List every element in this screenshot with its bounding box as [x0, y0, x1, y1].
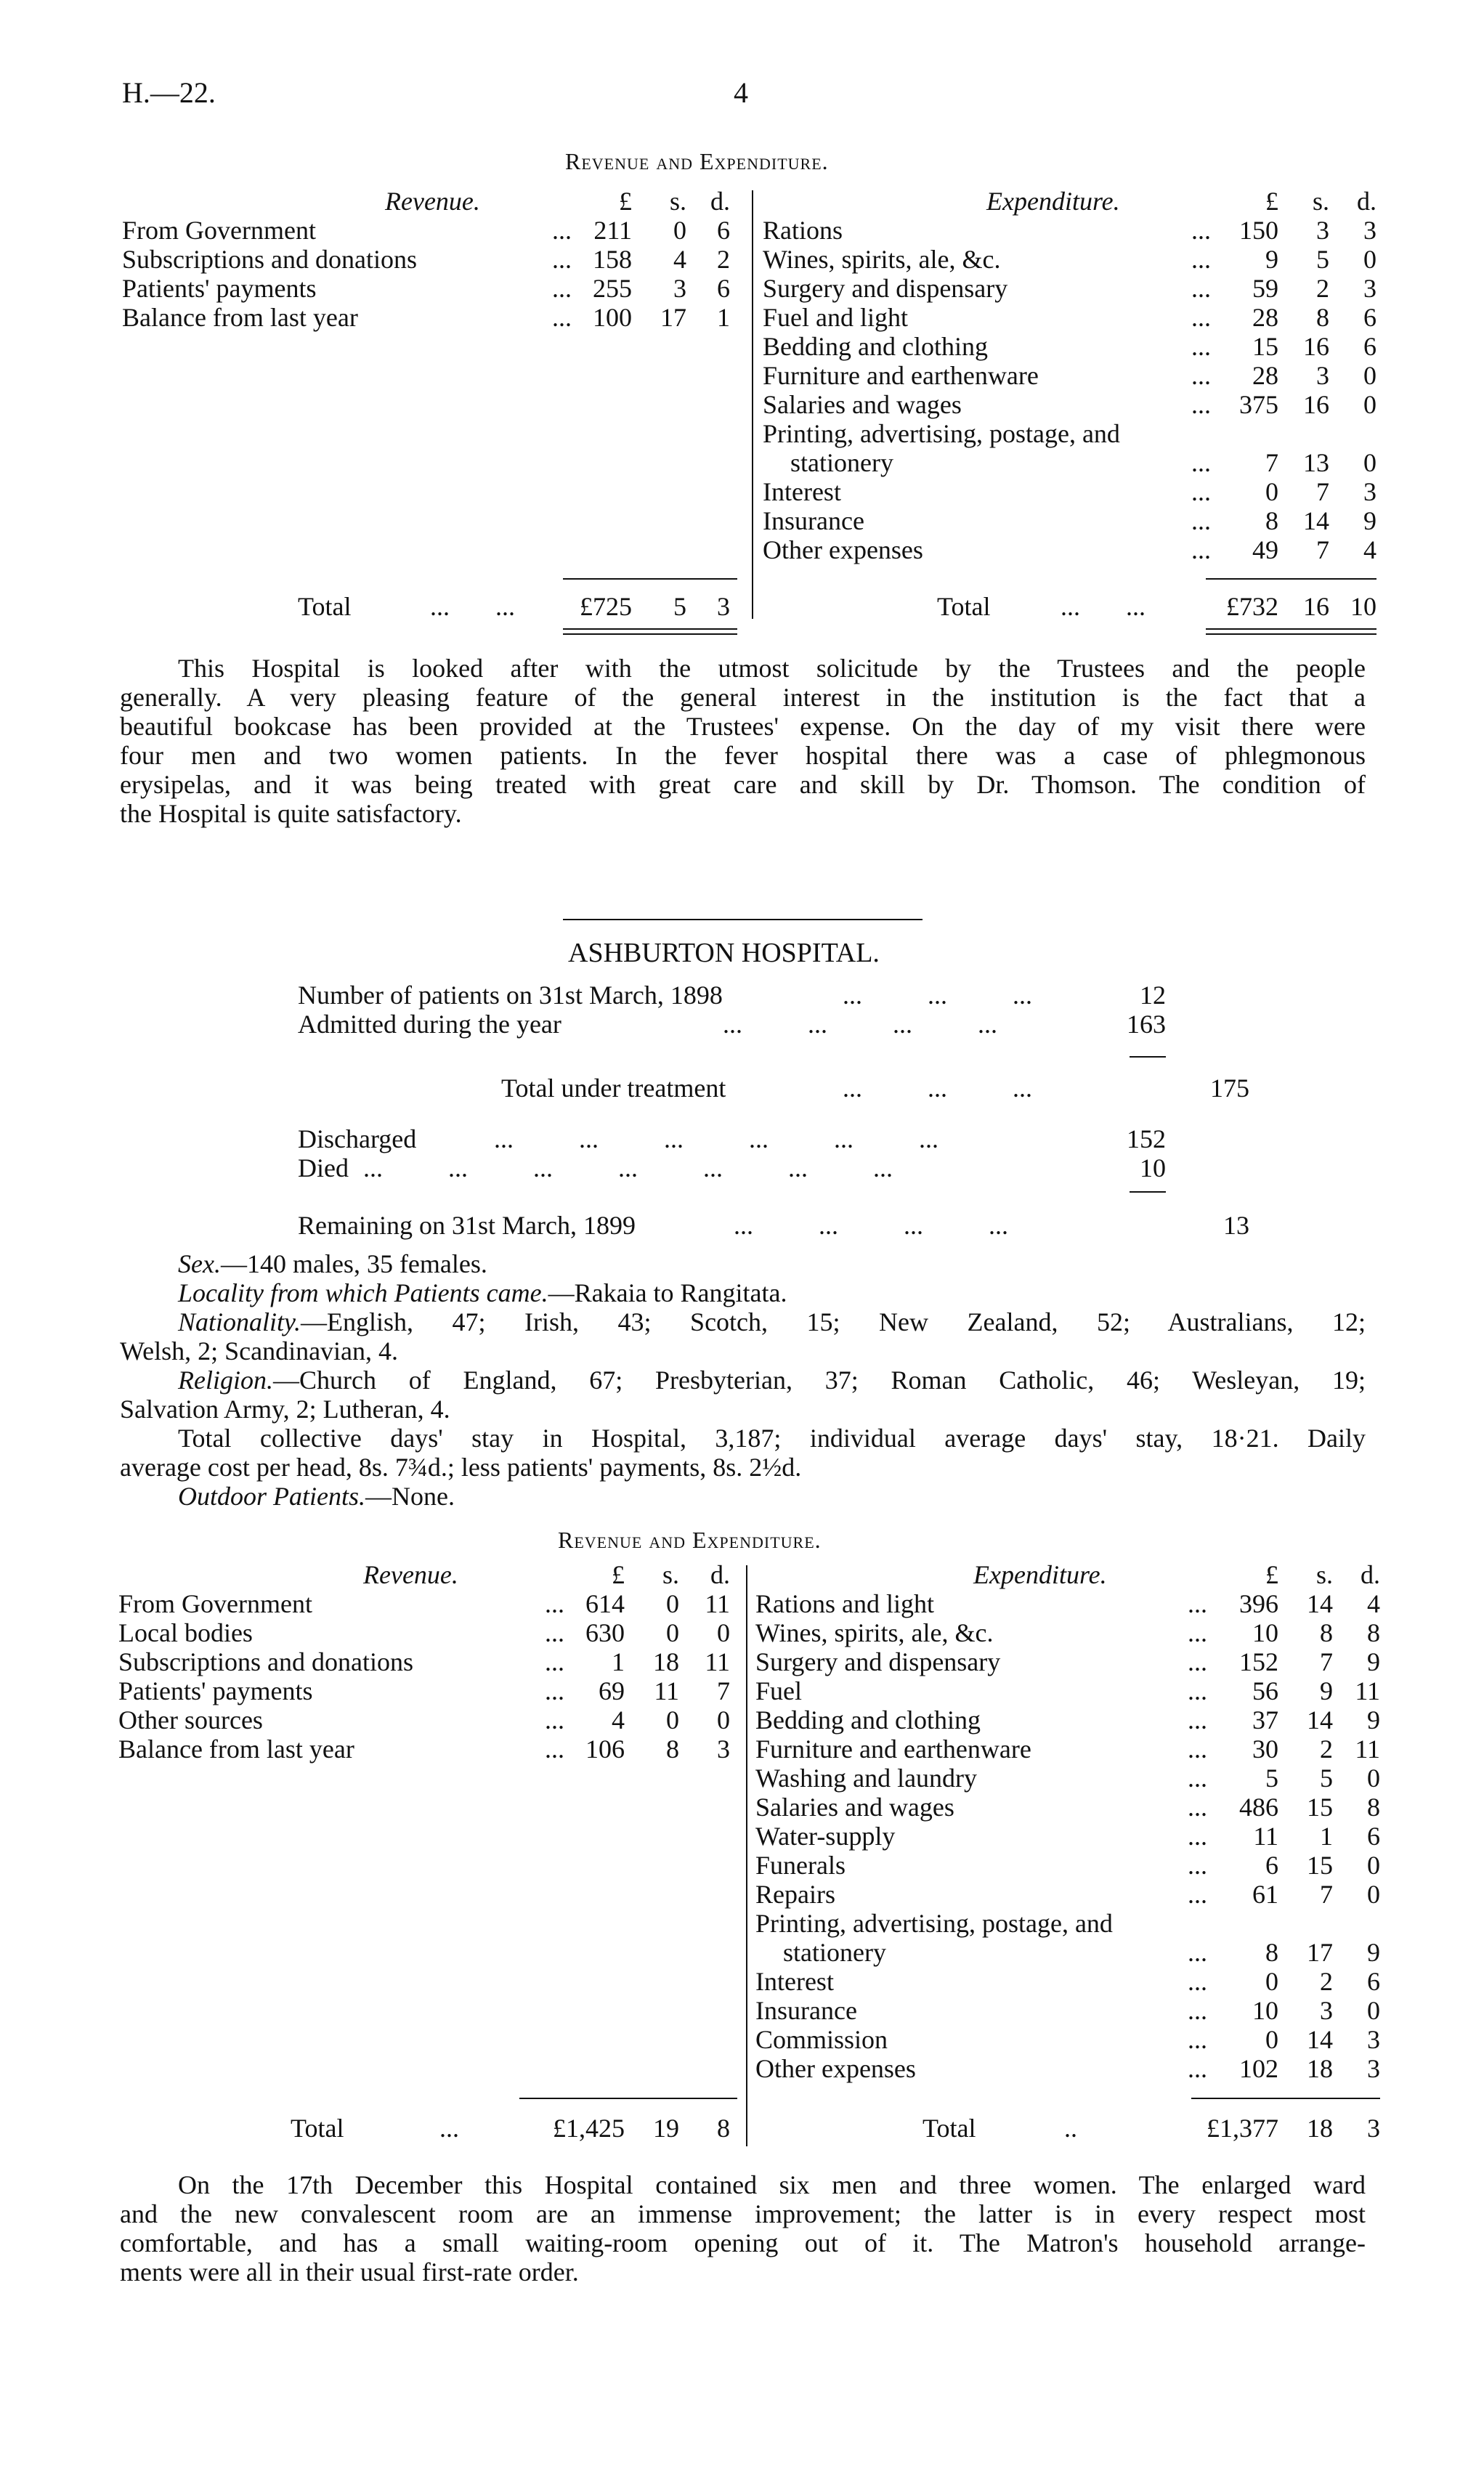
t1-revenue-row-pounds: 100 — [593, 303, 632, 332]
t2-expenditure-total-pence: 3 — [1367, 2114, 1380, 2143]
t1-expenditure-row-leader: ... — [1191, 361, 1211, 390]
table1-expenditure-heading: Expenditure. — [986, 187, 1120, 216]
t2-expenditure-row-pence: 6 — [1367, 1822, 1380, 1851]
t2-expenditure-row-label: Insurance — [755, 1996, 857, 2025]
t2-revenue-row-pounds: 106 — [585, 1734, 625, 1764]
t1-expenditure-row-leader: ... — [1191, 477, 1211, 506]
table1-column-divider — [752, 190, 753, 619]
t1-expenditure-row-pounds: 59 — [1252, 274, 1278, 303]
detail-sex-label: Sex. — [178, 1249, 221, 1278]
stat-rule-1 — [1130, 1056, 1166, 1058]
t1-expenditure-row-pounds: 49 — [1252, 535, 1278, 564]
t2-expenditure-row-shillings: 5 — [1320, 1764, 1333, 1793]
t2-expenditure-row-leader: ... — [1188, 1647, 1207, 1676]
t1-expenditure-row-pence: 3 — [1363, 216, 1376, 245]
t2-expenditure-row-label: stationery — [783, 1938, 886, 1967]
t1-expenditure-row-leader: ... — [1191, 535, 1211, 564]
t1-expenditure-row-leader: ... — [1191, 245, 1211, 274]
t2-expenditure-row-label: Surgery and dispensary — [755, 1647, 1001, 1676]
t2-revenue-row-shillings: 0 — [666, 1618, 679, 1647]
t2-revenue-row-pence: 0 — [717, 1705, 730, 1734]
t1-expenditure-row-shillings: 3 — [1316, 361, 1329, 390]
detail-locality — [178, 1278, 787, 1307]
t1-expenditure-row-shillings: 7 — [1316, 535, 1329, 564]
t2-revenue-row-label: Other sources — [118, 1705, 263, 1734]
t2-expenditure-row-pounds: 10 — [1252, 1996, 1278, 2025]
table2-expenditure-heading: Expenditure. — [973, 1560, 1107, 1589]
t1-revenue-row-pounds: 211 — [593, 216, 632, 245]
detail-religion-text: —Church of England, 67; Presbyterian, 37; Roman Catholic, 46; Wesleyan, 19; — [272, 1366, 1366, 1395]
t2-expenditure-row-pounds: 56 — [1252, 1676, 1278, 1705]
t2-revenue-row-leader: ... — [545, 1618, 564, 1647]
t2-expenditure-row-pence: 6 — [1367, 1967, 1380, 1996]
t1-expenditure-row-pence: 0 — [1363, 361, 1376, 390]
stat-died-label: Died — [298, 1153, 349, 1182]
t2-expenditure-row-pence: 0 — [1367, 1996, 1380, 2025]
t2-exp-subtotal-rule — [1191, 2098, 1380, 2099]
t2-expenditure-row-pence: 0 — [1367, 1851, 1380, 1880]
t1-expenditure-row-label: Other expenses — [763, 535, 923, 564]
t2-expenditure-row-shillings: 17 — [1307, 1938, 1333, 1967]
t2-expenditure-row-label: Wines, spirits, ale, &c. — [755, 1618, 994, 1647]
t2-expenditure-row-pounds: 5 — [1265, 1764, 1278, 1793]
t1-expenditure-row-shillings: 16 — [1303, 332, 1329, 361]
t1-expenditure-row-leader: ... — [1191, 216, 1211, 245]
paragraph1-line: four men and two women patients. In the fever hospital there was a case of phlegmonous — [120, 741, 1366, 770]
t2-expenditure-row-pence: 9 — [1367, 1705, 1380, 1734]
t2-revenue-row-leader: ... — [545, 1676, 564, 1705]
t2-rev-pound-head: £ — [612, 1560, 625, 1589]
t2-expenditure-row-label: Washing and laundry — [755, 1764, 978, 1793]
t1-expenditure-row-pounds: 9 — [1265, 245, 1278, 274]
t1-revenue-row-shillings: 3 — [673, 274, 686, 303]
table2-revenue-heading: Revenue. — [363, 1560, 458, 1589]
t2-expenditure-row-leader: ... — [1188, 1676, 1207, 1705]
t2-expenditure-row-label: Rations and light — [755, 1589, 934, 1618]
t2-expenditure-row-pence: 0 — [1367, 1880, 1380, 1909]
t1-exp-pound-head: £ — [1265, 187, 1278, 216]
t2-revenue-row-pounds: 69 — [599, 1676, 625, 1705]
t2-expenditure-row-shillings: 1 — [1320, 1822, 1333, 1851]
t2-expenditure-row-label: Bedding and clothing — [755, 1705, 981, 1734]
detail-locality-label: Locality from which Patients came. — [178, 1278, 548, 1307]
t2-expenditure-total-pounds: £1,377 — [1207, 2114, 1278, 2143]
t2-revenue-row-pence: 0 — [717, 1618, 730, 1647]
t1-exp-total-rule-1 — [1206, 628, 1376, 630]
t2-expenditure-row-leader: ... — [1188, 1764, 1207, 1793]
paragraph2-line: ments were all in their usual first-rate order. — [120, 2257, 579, 2287]
table1-revenue-heading: Revenue. — [385, 187, 480, 216]
t1-expenditure-row-leader: ... — [1191, 506, 1211, 535]
t1-expenditure-row-label: Rations — [763, 216, 843, 245]
t1-revenue-row-shillings: 0 — [673, 216, 686, 245]
t1-expenditure-row-pence: 6 — [1363, 332, 1376, 361]
t2-revenue-row-pounds: 614 — [585, 1589, 625, 1618]
document-page: H.—22. 4 Revenue and Expenditure. Revenue. Expenditure. £ s. d. £ s. d. From Government ... 211 0 6 Subscriptions and donations ... 158 4 2 Patients' payments ... 255 3 6 Balance from last year ... 100 17 1 Rations ... 150 3 3 Wines, spirits, ale, &c. ... 9 5 0 Surgery and dispensary ... 59 2 3 Fuel and light ... 28 8 6 Bedding and clothing ... 15 16 6 Furniture and earthenware ... 28 3 0 Salaries and wages ... 375 16 0 Printing, advertising, postage, and stationery ... 7 13 0 Interest ... 0 7 3 Insurance ... 8 14 9 Other expenses ... 49 7 4 Total ... ... £725 5 3 Total ... ... £732 16 10 This Hospital is looked after with the utmost solicitude by the Trustees and the people generally. A very pleasing feature of the general interest in the institution is the fact that a beautiful bookcase has been provided at the Trustees' expense. On the day of my visit there were four men and two women patients. In the fever hospital there was a case of phlegmonous erysipelas, and it was being treated with great care and skill by Dr. Thomson. The condition of the Hospital is quite satisfactory. ASHBURTON HOSPITAL. Number of patients on 31st March, 1898 ... ... ... 12 Admitted during the year ... ... ... ... 163 Total under treatment ... ... ... 175 Discharged ... ... ... ... ... ... 152 Died ... ... ... ... ... ... ... 10 Remaining on 31st March, 1899 ... ... ... ... 13 Sex.—140 males, 35 females. Locality from which Patients came.—Rakaia to Rangitata. Nationality.—English, 47; Irish, 43; Scotch, 15; New Zealand, 52; Australians, 12; Welsh, 2; Scandinavian, 4. Religion.—Church of England, 67; Presbyterian, 37; Roman Catholic, 46; Wesleyan, 19; Salvation Army, 2; Lutheran, 4. Total collective days' stay in Hospital, 3,187; individual average days' stay, 18·21. Daily average cost per head, 8s. 7¾d.; less patients' payments, 8s. 2½d. Outdoor Patients.—None. Revenue and Expenditure. Revenue. Expenditure. £ s. d. £ s. d. From Government ... 614 0 11 Local bodies ... 630 0 0 Subscriptions and donations ... 1 18 11 Patients' payments ... 69 11 7 Other sources ... 4 0 0 Balance from last year ... 106 8 3 Rations and light ... 396 14 4 Wines, spirits, ale, &c. ... 10 8 8 Surgery and dispensary ... 152 7 9 Fuel ... 56 9 11 Bedding and clothing ... 37 14 9 Furniture and earthenware ... 30 2 11 Washing and laundry ... 5 5 0 Salaries and wages ... 486 15 8 Water-supply ... 11 1 6 Funerals ... 6 15 0 Repairs ... 61 7 0 Printing, advertising, postage, and stationery ... 8 17 9 Interest ... 0 2 6 Insurance ... 10 3 0 Commission ... 0 14 3 Other expenses ... 102 18 3 Total ... £1,425 19 8 Total .. £1,377 18 3 On the 17th December this Hospital contained six men and three women. The enlarged ward and the new convalescent room are an immense improvement; the latter is in every respect most comfortable, and has a small waiting-room opening out of it. The Matron's household arrange- ments were all in their usual first-rate order. — [118, 76, 1380, 2287]
t1-expenditure-row-pence: 6 — [1363, 303, 1376, 332]
t2-expenditure-row-shillings: 3 — [1320, 1996, 1333, 2025]
t1-rev-total-rule-2 — [563, 633, 737, 635]
stat-total-label: Total under treatment — [501, 1074, 726, 1103]
t2-expenditure-row-pence: 4 — [1367, 1589, 1380, 1618]
t2-expenditure-row-shillings: 7 — [1320, 1647, 1333, 1676]
t1-expenditure-row-pence: 9 — [1363, 506, 1376, 535]
t1-rev-total-rule-1 — [563, 628, 737, 630]
t2-expenditure-row-pounds: 486 — [1239, 1793, 1278, 1822]
t2-exp-shilling-head: s. — [1315, 1560, 1333, 1589]
t2-expenditure-row-leader: ... — [1188, 1996, 1207, 2025]
t2-revenue-row-label: Balance from last year — [118, 1734, 354, 1764]
t2-expenditure-row-shillings: 14 — [1307, 2025, 1333, 2054]
t2-expenditure-row-shillings: 15 — [1307, 1851, 1333, 1880]
detail-sex — [178, 1249, 487, 1278]
t1-revenue-row-pence: 6 — [717, 274, 730, 303]
t2-revenue-row-pence: 3 — [717, 1734, 730, 1764]
t2-rev-shilling-head: s. — [662, 1560, 679, 1589]
t1-expenditure-row-pence: 0 — [1363, 245, 1376, 274]
t1-expenditure-row-label: Surgery and dispensary — [763, 274, 1008, 303]
paragraph1-line: beautiful bookcase has been provided at the Trustees' expense. On the day of my visit there were — [120, 712, 1366, 741]
t2-expenditure-row-leader: ... — [1188, 1734, 1207, 1764]
t1-expenditure-row-pence: 3 — [1363, 274, 1376, 303]
paragraph1-line: This Hospital is looked after with the utmost solicitude by the Trustees and the people — [178, 654, 1366, 683]
paragraph1-line: generally. A very pleasing feature of the general interest in the institution is the fact that a — [120, 683, 1366, 712]
t1-expenditure-row-label: Fuel and light — [763, 303, 908, 332]
detail-outdoor-text: —None. — [365, 1482, 455, 1511]
t2-expenditure-total-label: Total — [923, 2114, 976, 2143]
t1-expenditure-row-shillings: 16 — [1303, 390, 1329, 419]
stat-discharged-label: Discharged — [298, 1124, 417, 1153]
t2-revenue-row-pounds: 4 — [612, 1705, 625, 1734]
t2-expenditure-row-label: Printing, advertising, postage, and — [755, 1909, 1113, 1938]
t1-revenue-row-shillings: 4 — [673, 245, 686, 274]
t1-expenditure-row-leader: ... — [1191, 332, 1211, 361]
t1-revenue-row-label: Subscriptions and donations — [122, 245, 417, 274]
t1-expenditure-row-pounds: 150 — [1239, 216, 1278, 245]
t1-expenditure-row-shillings: 13 — [1303, 448, 1329, 477]
t2-expenditure-row-pounds: 0 — [1265, 2025, 1278, 2054]
t1-revenue-row-pence: 6 — [717, 216, 730, 245]
detail-outdoor — [178, 1482, 455, 1511]
stat-patients-label: Number of patients on 31st March, 1898 — [298, 981, 723, 1010]
hospital-remarks-paragraph-2 — [120, 2170, 1366, 2287]
t2-revenue-total-shillings: 19 — [653, 2114, 679, 2143]
t1-revenue-total-label: Total — [298, 592, 352, 621]
t2-expenditure-row-shillings: 8 — [1320, 1618, 1333, 1647]
t1-revenue-row-leader: ... — [552, 274, 572, 303]
t2-revenue-row-shillings: 0 — [666, 1705, 679, 1734]
t1-expenditure-row-label: Insurance — [763, 506, 864, 535]
t1-revenue-total-pounds: £725 — [580, 592, 632, 621]
stat-total-value: 175 — [1210, 1074, 1249, 1103]
t2-rev-pence-head: d. — [710, 1560, 730, 1589]
paragraph1-line: erysipelas, and it was being treated with great care and skill by Dr. Thomson. The condition of — [120, 770, 1366, 799]
document-reference: H.—22. — [122, 76, 216, 109]
detail-nationality-cont: Welsh, 2; Scandinavian, 4. — [120, 1336, 399, 1366]
t1-expenditure-row-pence: 3 — [1363, 477, 1376, 506]
t2-revenue-row-shillings: 0 — [666, 1589, 679, 1618]
detail-religion — [178, 1366, 1366, 1395]
detail-outdoor-label: Outdoor Patients. — [178, 1482, 365, 1511]
t2-revenue-row-pounds: 630 — [585, 1618, 625, 1647]
section-separator — [563, 919, 923, 920]
stat-remaining-label: Remaining on 31st March, 1899 — [298, 1211, 636, 1240]
t2-revenue-row-pence: 11 — [705, 1589, 730, 1618]
t1-rev-subtotal-rule — [563, 578, 737, 580]
t2-expenditure-row-shillings: 2 — [1320, 1967, 1333, 1996]
t1-expenditure-total-shillings: 16 — [1303, 592, 1329, 621]
detail-stay: Total collective days' stay in Hospital, 3,187; individual average days' stay, 18·21. Daily — [178, 1424, 1366, 1453]
t2-expenditure-row-pounds: 396 — [1239, 1589, 1278, 1618]
t2-revenue-row-label: Local bodies — [118, 1618, 253, 1647]
t1-exp-subtotal-rule — [1206, 578, 1376, 580]
t2-expenditure-row-label: Funerals — [755, 1851, 846, 1880]
t2-expenditure-row-leader: ... — [1188, 1618, 1207, 1647]
t2-revenue-row-leader: ... — [545, 1647, 564, 1676]
t2-revenue-row-leader: ... — [545, 1589, 564, 1618]
t2-expenditure-row-shillings: 2 — [1320, 1734, 1333, 1764]
t2-expenditure-row-leader: ... — [1188, 1793, 1207, 1822]
t2-expenditure-row-pence: 11 — [1355, 1676, 1380, 1705]
t1-revenue-row-shillings: 17 — [660, 303, 686, 332]
t1-expenditure-row-shillings: 2 — [1316, 274, 1329, 303]
t1-expenditure-row-leader: ... — [1191, 448, 1211, 477]
t1-expenditure-row-pounds: 8 — [1265, 506, 1278, 535]
t2-expenditure-row-pounds: 11 — [1253, 1822, 1278, 1851]
t1-expenditure-row-leader: ... — [1191, 274, 1211, 303]
t2-expenditure-row-shillings: 14 — [1307, 1705, 1333, 1734]
t1-expenditure-row-label: Salaries and wages — [763, 390, 962, 419]
t2-revenue-row-label: Patients' payments — [118, 1676, 313, 1705]
detail-stay-cont: average cost per head, 8s. 7¾d.; less patients' payments, 8s. 2½d. — [120, 1453, 802, 1482]
t1-revenue-row-pounds: 255 — [593, 274, 632, 303]
t1-expenditure-row-pence: 4 — [1363, 535, 1376, 564]
t1-expenditure-row-shillings: 5 — [1316, 245, 1329, 274]
t2-expenditure-row-leader: ... — [1188, 1851, 1207, 1880]
t1-expenditure-row-leader: ... — [1191, 390, 1211, 419]
t2-rev-subtotal-rule — [519, 2098, 737, 2099]
table2-title: Revenue and Expenditure. — [558, 1527, 822, 1553]
detail-sex-text: —140 males, 35 females. — [220, 1249, 487, 1278]
t2-expenditure-row-label: Salaries and wages — [755, 1793, 954, 1822]
t1-expenditure-row-label: Wines, spirits, ale, &c. — [763, 245, 1001, 274]
t2-revenue-row-label: From Government — [118, 1589, 312, 1618]
stat-admitted-label: Admitted during the year — [298, 1010, 561, 1039]
t1-revenue-total-shillings: 5 — [673, 592, 686, 621]
t1-expenditure-row-leader: ... — [1191, 303, 1211, 332]
detail-nationality-label: Nationality. — [178, 1307, 301, 1336]
t2-expenditure-row-pounds: 8 — [1265, 1938, 1278, 1967]
t1-revenue-row-pounds: 158 — [593, 245, 632, 274]
t2-revenue-row-shillings: 8 — [666, 1734, 679, 1764]
t2-revenue-total-pounds: £1,425 — [553, 2114, 625, 2143]
t2-expenditure-row-pounds: 102 — [1239, 2054, 1278, 2083]
t2-expenditure-row-leader: ... — [1188, 1589, 1207, 1618]
table2-column-divider — [746, 1565, 747, 2146]
t1-revenue-row-leader: ... — [552, 303, 572, 332]
stat-remaining-value: 13 — [1223, 1211, 1249, 1240]
t2-revenue-row-leader: ... — [545, 1705, 564, 1734]
t1-rev-pence-head: d. — [710, 187, 730, 216]
t2-expenditure-row-label: Interest — [755, 1967, 834, 1996]
t2-expenditure-row-shillings: 7 — [1320, 1880, 1333, 1909]
t2-expenditure-row-leader: ... — [1188, 2025, 1207, 2054]
paragraph2-line: comfortable, and has a small waiting-room opening out of it. The Matron's household arrange- — [120, 2228, 1366, 2257]
t1-revenue-row-label: Patients' payments — [122, 274, 317, 303]
t1-revenue-row-pence: 2 — [717, 245, 730, 274]
t2-expenditure-row-pence: 8 — [1367, 1618, 1380, 1647]
t1-expenditure-row-pounds: 375 — [1239, 390, 1278, 419]
detail-nationality — [178, 1307, 1366, 1336]
t2-expenditure-row-shillings: 15 — [1307, 1793, 1333, 1822]
detail-religion-label: Religion. — [178, 1366, 273, 1395]
t2-revenue-row-pence: 7 — [717, 1676, 730, 1705]
stat-patients-value: 12 — [1140, 981, 1166, 1010]
t1-expenditure-row-label: Printing, advertising, postage, and — [763, 419, 1120, 448]
t2-expenditure-row-label: Furniture and earthenware — [755, 1734, 1031, 1764]
t1-revenue-row-leader: ... — [552, 216, 572, 245]
t2-revenue-row-pence: 11 — [705, 1647, 730, 1676]
t2-expenditure-row-shillings: 9 — [1320, 1676, 1333, 1705]
t1-expenditure-row-pence: 0 — [1363, 390, 1376, 419]
t1-expenditure-total-label: Total — [937, 592, 991, 621]
t2-revenue-row-leader: ... — [545, 1734, 564, 1764]
t2-expenditure-row-shillings: 14 — [1307, 1589, 1333, 1618]
t2-exp-pound-head: £ — [1265, 1560, 1278, 1589]
t1-expenditure-row-shillings: 3 — [1316, 216, 1329, 245]
t1-expenditure-row-label: Bedding and clothing — [763, 332, 988, 361]
stat-rule-2 — [1130, 1191, 1166, 1193]
t1-expenditure-total-pounds: £732 — [1226, 592, 1278, 621]
detail-nationality-text: —English, 47; Irish, 43; Scotch, 15; New Zealand, 52; Australians, 12; — [301, 1307, 1366, 1336]
stat-discharged-value: 152 — [1127, 1124, 1166, 1153]
t1-exp-pence-head: d. — [1357, 187, 1376, 216]
t1-revenue-total-pence: 3 — [717, 592, 730, 621]
t1-expenditure-row-pounds: 7 — [1265, 448, 1278, 477]
t1-revenue-row-pence: 1 — [717, 303, 730, 332]
t1-rev-shilling-head: s. — [669, 187, 686, 216]
t2-expenditure-row-leader: ... — [1188, 1967, 1207, 1996]
t1-rev-pound-head: £ — [619, 187, 632, 216]
t2-expenditure-total-shillings: 18 — [1307, 2114, 1333, 2143]
t2-expenditure-row-label: Commission — [755, 2025, 888, 2054]
t2-expenditure-row-pounds: 61 — [1252, 1880, 1278, 1909]
t2-expenditure-row-pence: 9 — [1367, 1647, 1380, 1676]
t2-expenditure-row-pence: 11 — [1355, 1734, 1380, 1764]
t2-revenue-row-shillings: 18 — [653, 1647, 679, 1676]
t2-expenditure-row-pounds: 37 — [1252, 1705, 1278, 1734]
t2-revenue-row-label: Subscriptions and donations — [118, 1647, 413, 1676]
t2-expenditure-row-pence: 3 — [1367, 2025, 1380, 2054]
t2-expenditure-row-pence: 9 — [1367, 1938, 1380, 1967]
t1-revenue-row-label: Balance from last year — [122, 303, 358, 332]
detail-religion-cont: Salvation Army, 2; Lutheran, 4. — [120, 1395, 450, 1424]
t2-expenditure-row-pence: 3 — [1367, 2054, 1380, 2083]
t2-revenue-total-pence: 8 — [717, 2114, 730, 2143]
t2-exp-pence-head: d. — [1361, 1560, 1380, 1589]
t1-expenditure-row-pounds: 15 — [1252, 332, 1278, 361]
t2-expenditure-row-pounds: 6 — [1265, 1851, 1278, 1880]
t2-expenditure-row-pounds: 0 — [1265, 1967, 1278, 1996]
t2-revenue-row-pounds: 1 — [612, 1647, 625, 1676]
t1-expenditure-row-label: Furniture and earthenware — [763, 361, 1039, 390]
t1-expenditure-row-pence: 0 — [1363, 448, 1376, 477]
t2-expenditure-row-pounds: 152 — [1239, 1647, 1278, 1676]
t2-expenditure-row-label: Other expenses — [755, 2054, 916, 2083]
t2-expenditure-row-pounds: 10 — [1252, 1618, 1278, 1647]
hospital-remarks-paragraph-1 — [120, 654, 1366, 828]
t1-expenditure-row-shillings: 14 — [1303, 506, 1329, 535]
table1-title: Revenue and Expenditure. — [565, 148, 829, 174]
t2-expenditure-row-label: Water-supply — [755, 1822, 896, 1851]
t2-expenditure-row-label: Fuel — [755, 1676, 803, 1705]
t2-expenditure-row-pounds: 30 — [1252, 1734, 1278, 1764]
t2-expenditure-row-pence: 8 — [1367, 1793, 1380, 1822]
t2-revenue-row-shillings: 11 — [654, 1676, 679, 1705]
paragraph2-line: and the new convalescent room are an immense improvement; the latter is in every respect most — [120, 2199, 1366, 2228]
t1-expenditure-row-pounds: 28 — [1252, 361, 1278, 390]
t1-expenditure-row-pounds: 28 — [1252, 303, 1278, 332]
page-number: 4 — [734, 76, 748, 109]
t1-expenditure-row-label: Interest — [763, 477, 841, 506]
paragraph2-line: On the 17th December this Hospital contained six men and three women. The enlarged ward — [178, 2170, 1366, 2199]
t2-revenue-total-label: Total — [291, 2114, 344, 2143]
t1-revenue-row-leader: ... — [552, 245, 572, 274]
t1-expenditure-row-shillings: 8 — [1316, 303, 1329, 332]
paragraph1-line: the Hospital is quite satisfactory. — [120, 799, 462, 828]
t1-expenditure-row-shillings: 7 — [1316, 477, 1329, 506]
stat-died-value: 10 — [1140, 1153, 1166, 1182]
t2-expenditure-row-leader: ... — [1188, 1705, 1207, 1734]
t2-expenditure-row-leader: ... — [1188, 1880, 1207, 1909]
t2-expenditure-row-leader: ... — [1188, 1938, 1207, 1967]
t1-exp-shilling-head: s. — [1312, 187, 1329, 216]
stat-admitted-value: 163 — [1127, 1010, 1166, 1039]
t1-expenditure-row-pounds: 0 — [1265, 477, 1278, 506]
t2-expenditure-row-leader: ... — [1188, 2054, 1207, 2083]
t1-revenue-row-label: From Government — [122, 216, 316, 245]
ashburton-hospital-title: ASHBURTON HOSPITAL. — [568, 938, 880, 968]
detail-locality-text: —Rakaia to Rangitata. — [548, 1278, 787, 1307]
t1-exp-total-rule-2 — [1206, 633, 1376, 635]
t1-expenditure-row-label: stationery — [790, 448, 893, 477]
t1-expenditure-total-pence: 10 — [1350, 592, 1376, 621]
t2-expenditure-row-label: Repairs — [755, 1880, 835, 1909]
t2-expenditure-row-leader: ... — [1188, 1822, 1207, 1851]
t2-expenditure-row-pence: 0 — [1367, 1764, 1380, 1793]
t2-expenditure-row-shillings: 18 — [1307, 2054, 1333, 2083]
